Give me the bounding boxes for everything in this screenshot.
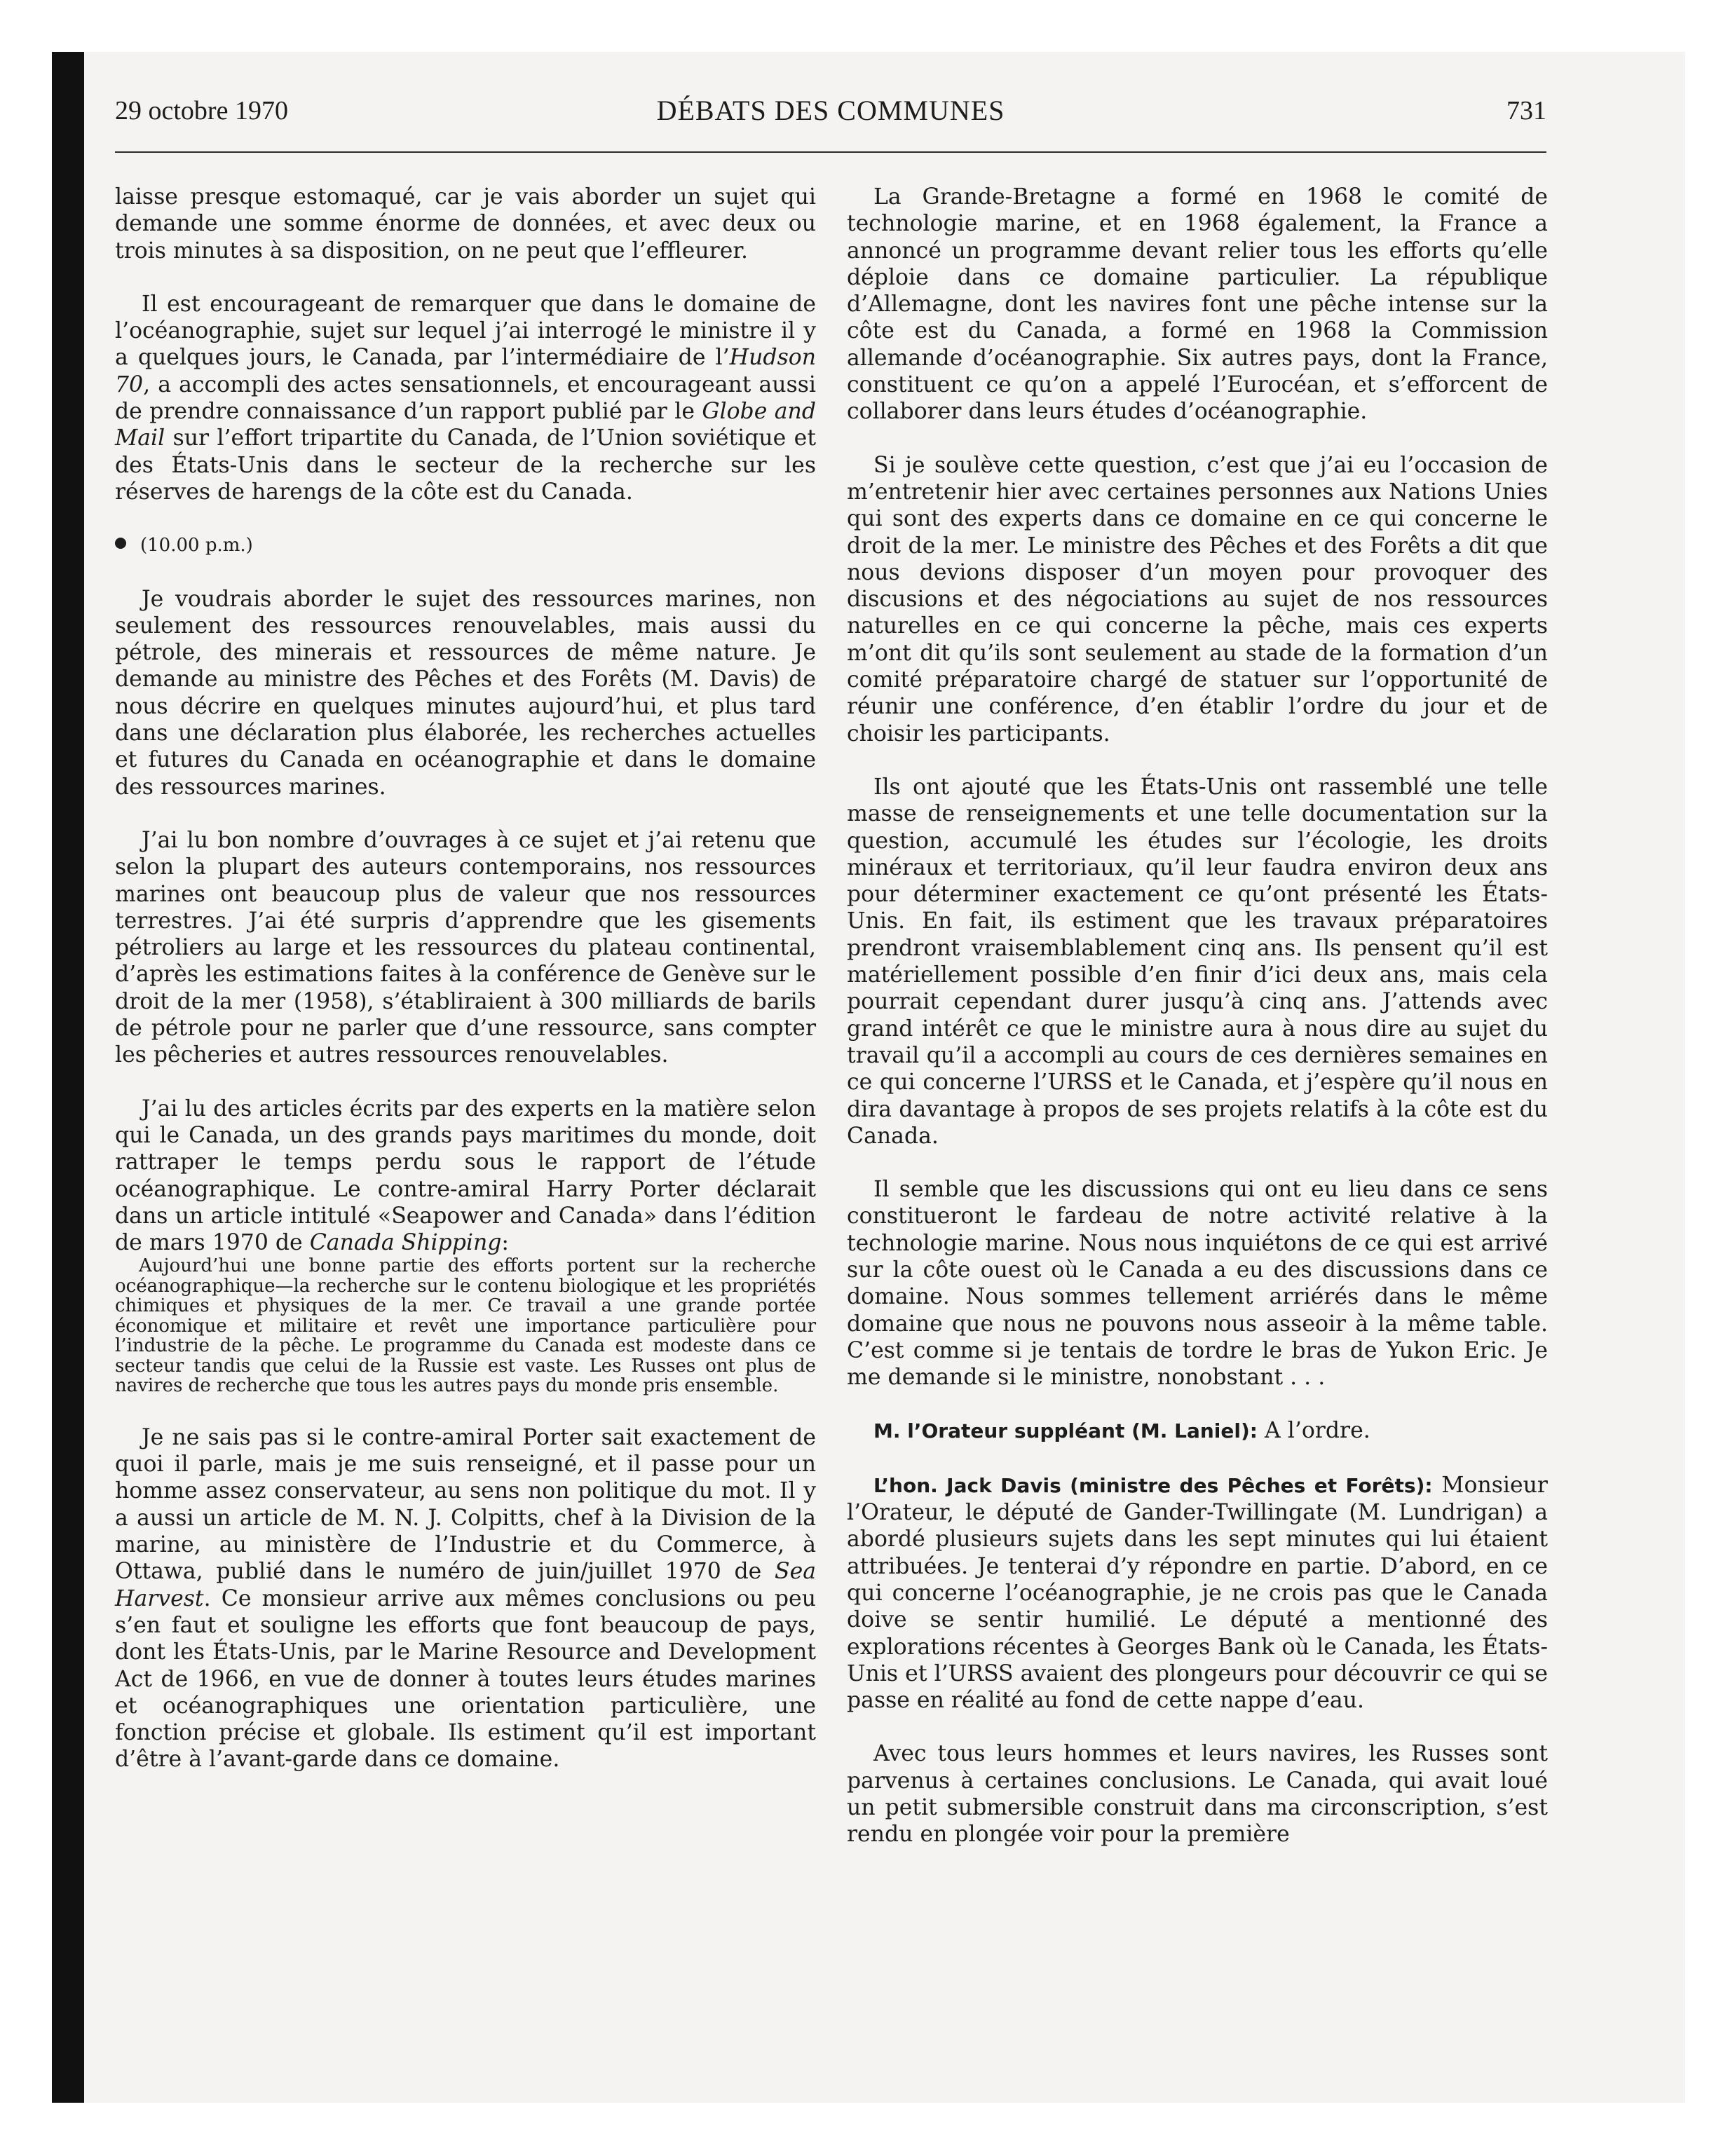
paragraph [115,1096,816,1257]
paragraph: Si je soulève cette question, c’est que j’ai eu l’occasion de m’entretenir hier avec certaines personnes aux Nations Unies qui sont des experts dans ce domaine en ce qui concerne le droit de la mer. Le ministre des Pêches et des Forêts a dit que nous devions disposer d’un moyen pour provoquer des discusions et des négociations au sujet de nos ressources naturelles en ce qui concerne la pêche, mais ces experts m’ont dit qu’ils sont seulement au stade de la formation d’un comité préparatoire chargé de statuer sur l’opportunité de réunir une conférence, d’en établir l’ordre du jour et de choisir les participants. [847,452,1548,746]
page-header [115,91,1546,153]
paragraph: Ils ont ajouté que les États-Unis ont rassemblé une telle masse de renseignements et une telle documentation sur la question, accumulé les études sur l’écologie, les droits minéraux et territoriaux, qu’il leur faudra environ deux ans pour déterminer exactement ce qu’ont présenté les États-Unis. En fait, ils estiment que les travaux préparatoires prendront vraisemblablement cinq ans. Ils pensent qu’il est matériellement possible d’en finir d’ici deux ans, mais cela pourrait cependant durer jusqu’à cinq ans. J’attends avec grand intérêt ce que le ministre aura à nous dire au sujet du travail qu’il a accompli au cours de ces dernières semaines en ce qui concerne l’URSS et le Canada, et j’espère qu’il nous en dira davantage à propos de ses projets relatifs à la côte est du Canada. [847,774,1548,1149]
paragraph: Il semble que les discussions qui ont eu lieu dans ce sens constitueront le fardeau de notre activité relative à la technologie marine. Nous nous inquiétons de ce qui est arrivé sur la côte ouest où le Canada a eu des discussions dans ce domaine. Nous sommes tellement arriérés dans le même domaine que nous ne pouvons nous asseoir à la même table. C’est comme si je tentais de tordre le bras de Yukon Eric. Je me demande si le ministre, nonobstant . . . [847,1177,1548,1391]
scan-edge-shadow [52,52,84,2103]
speaker-paragraph [847,1472,1548,1714]
speaker-name: M. l’Orateur suppléant (M. Laniel): [873,1419,1258,1443]
italic-title: Sea Harvest [115,1559,816,1611]
page-number: 731 [1506,96,1546,125]
block-quote: Aujourd’hui une bonne partie des efforts portent sur la recherche océanographique—la recherche sur le contenu biologique et les propriétés chimiques et physiques de la mer. Ce travail a une grande portée économique et militaire et revêt une importance particulière pour l’industrie de la pêche. Le programme du Canada est modeste dans ce secteur tandis que celui de la Russie est vaste. Les Russes ont plus de navires de recherche que tous les autres pays du monde pris ensemble. [115,1255,816,1397]
text-run: Je ne sais pas si le contre-amiral Porter sait exactement de quoi il parle, mais je me suis renseigné, et il passe pour un homme assez conservateur, au sens non politique du mot. Il y a aussi un article de M. N. J. Colpitts, chef à la Division de la marine, au ministère de l’Industrie et du Commerce, à Ottawa, publié dans le numéro de juin/juillet 1970 de [115,1424,816,1585]
text-run: . Ce monsieur arrive aux mêmes conclusions ou peu s’en faut et souligne les efforts que font beaucoup de pays, dont les États-Unis, par le Marine Resource and Development Act de 1966, en vue de donner à toutes leurs études marines et océanographiques une orientation particulière, une fonction précise et globale. Ils estiment qu’il est important d’être à l’avant-garde dans ce domaine. [115,1585,816,1773]
text-run: , a accompli des actes sensationnels, et encourageant aussi de prendre connaissance d’un rapport publié par le [115,371,816,425]
paragraph: La Grande-Bretagne a formé en 1968 le comité de technologie marine, et en 1968 également, la France a annoncé un programme devant relier tous les efforts qu’elle déploie dans ce domaine particulier. La république d’Allemagne, dont les navires font une pêche intense sur la côte est du Canada, a formé en 1968 la Commission allemande d’océanographie. Six autres pays, dont la France, constituent ce qu’on a appelé l’Eurocéan, et s’efforcent de collaborer dans leurs études d’océanographie. [847,184,1548,425]
paragraph: J’ai lu bon nombre d’ouvrages à ce sujet et j’ai retenu que selon la plupart des auteurs contemporains, nos ressources marines ont beaucoup plus de valeur que nos ressources terrestres. J’ai été surpris d’apprendre que les gisements pétroliers au large et les ressources du plateau continental, d’après les estimations faites à la conférence de Genève sur le droit de la mer (1958), s’établiraient à 300 milliards de barils de pétrole pour ne parler que d’une ressource, sans compter les pêcheries et autres ressources renouvelables. [115,827,816,1068]
text-run: : [501,1230,510,1256]
timestamp-text: (10.00 p.m.) [140,535,253,557]
right-column [847,184,1548,1875]
timestamp [115,532,816,559]
paragraph: Avec tous leurs hommes et leurs navires, les Russes sont parvenus à certaines conclusions. Le Canada, qui avait loué un petit submersible construit dans ma circonscription, s’est rendu en plongée voir pour la première [847,1741,1548,1848]
italic-title: Canada Shipping [309,1230,502,1256]
speaker-paragraph [847,1417,1548,1445]
text-run: sur l’effort tripartite du Canada, de l’Union soviétique et des États-Unis dans le secteur de la recherche sur les réserves de harengs de la côte est du Canada. [115,425,816,505]
text-run: A l’ordre. [1257,1418,1370,1444]
left-column [115,184,816,1800]
text-run: Monsieur l’Orateur, le député de Gander-Twillingate (M. Lundrigan) a abordé plusieurs sujets dans les sept minutes qui lui étaient attribuées. Je tenterai d’y répondre en partie. D’abord, en ce qui concerne l’océanographie, je ne crois pas que le Canada doive se sentir humilié. Le député a mentionné des explorations récentes à Georges Bank où le Canada, les États-Unis et l’URSS avaient des plongeurs pour découvrir ce qui se passe en réalité au fond de cette nappe d’eau. [847,1472,1548,1714]
header-title: DÉBATS DES COMMUNES [656,95,1005,126]
italic-title: Globe and Mail [115,399,816,451]
header-date: 29 octobre 1970 [115,96,288,125]
paragraph: Je voudrais aborder le sujet des ressources marines, non seulement des ressources renouvelables, mais aussi du pétrole, des minerais et ressources de même nature. Je demande au ministre des Pêches et des Forêts (M. Davis) de nous décrire en quelques minutes aujourd’hui, et plus tard dans une déclaration plus élaborée, les recherches actuelles et futures du Canada en océanographie et dans le domaine des ressources marines. [115,586,816,800]
paragraph: laisse presque estomaqué, car je vais aborder un sujet qui demande une somme énorme de données, et avec deux ou trois minutes à sa disposition, on ne peut que l’effleurer. [115,184,816,264]
speaker-name: L’hon. Jack Davis (ministre des Pêches et Forêts): [873,1473,1433,1497]
text-run: Il est encourageant de remarquer que dans le domaine de l’océanographie, sujet sur lequel j’ai interrogé le ministre il y a quelques jours, le Canada, par l’intermédiaire de l’ [115,291,816,371]
paragraph [115,291,816,505]
text-run: J’ai lu des articles écrits par des experts en la matière selon qui le Canada, un des grands pays maritimes du monde, doit rattraper le temps perdu sous le rapport de l’étude océanographique. Le contre-amiral Harry Porter déclarait dans un article intitulé «Seapower and Canada» dans l’édition de mars 1970 de [115,1096,816,1256]
paragraph [115,1424,816,1773]
bullet-icon [115,538,126,549]
italic-title: Hudson 70 [115,345,816,397]
